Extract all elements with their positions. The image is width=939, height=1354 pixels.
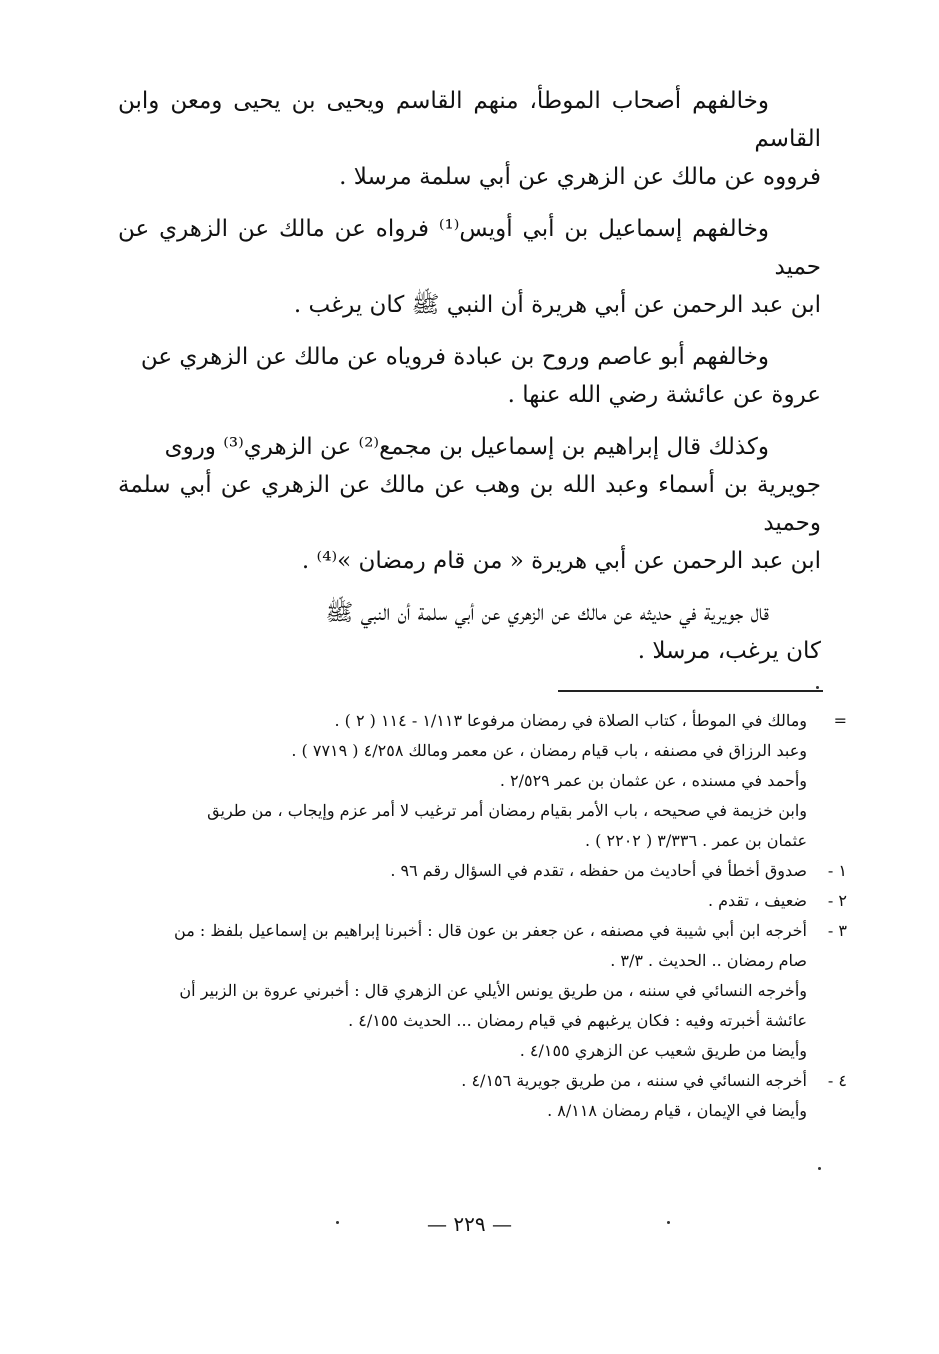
footnote-line: وأخرجه النسائي في سننه ، من طريق يونس الأيلي عن الزهري قال : أخبرني عروة بن الزبير أن [179,981,807,1000]
footnote [128,916,847,1066]
paragraph [118,210,821,324]
page-number: — ٢٢٩ — [427,1212,512,1236]
paragraph-line: وخالفهم إسماعيل بن أبي أويس⁽¹⁾ فرواه عن مالك عن الزهري عن حميد [118,216,821,280]
main-text [118,82,821,684]
paragraph [118,428,821,580]
paragraph [118,338,821,414]
paragraph-line: وخالفهم أبو عاصم وروح بن عبادة فروياه عن مالك عن الزهري عن [140,344,769,370]
footnote-line: وأيضا من طريق شعيب عن الزهري ٤/١٥٥ . [519,1041,807,1060]
footnote-line: صام رمضان .. الحديث . ٣/٣ . [610,951,807,970]
scan-speck [667,1221,670,1224]
paragraph-line: وخالفهم أصحاب الموطأ، منهم القاسم ويحيى بن يحيى ومعن وابن القاسم [118,88,821,152]
footnote [128,706,847,856]
footnote-line: أخرجه ابن أبي شيبة في مصنفه ، عن جعفر بن عون قال : أخبرنا إبراهيم بن إسماعيل بلفظ : من [174,921,807,940]
paragraph-line: عروة عن عائشة رضي الله عنها . [507,382,821,408]
footnote [128,886,847,916]
footnote-line: عثمان بن عمر . ٣/٣٣٦ ( ٢٢٠٢ ) . [585,831,807,850]
footnote-line: ضعيف ، تقدم . [707,891,807,910]
footnote-number: = [833,711,847,730]
footnote-number: ٣ - [827,921,847,940]
paragraph-line: كان يرغب، مرسلا . [637,638,821,664]
paragraph-line: فرووه عن مالك عن الزهري عن أبي سلمة مرسلا . [339,164,821,190]
footnote-line: وابن خزيمة في صحيحه ، باب الأمر بقيام رمضان أمر ترغيب لا أمر عزم وإيجاب ، من طريق [207,801,807,820]
footnote-number: ٤ - [827,1071,847,1090]
paragraph-line: قال جويرية في حديثه عن مالك عن الزهري عن أبي سلمة أن النبي ﷺ [325,600,769,626]
footnote-number: ١ - [827,861,847,880]
footnote [128,1066,847,1126]
footnote-line: وعبد الرزاق في مصنفه ، باب قيام رمضان ، عن معمر ومالك ٤/٢٥٨ ( ٧٧١٩ ) . [291,741,807,760]
paragraph-line: ابن عبد الرحمن عن أبي هريرة « من قام رمضان »⁽⁴⁾ . [301,548,821,574]
scan-speck [336,1221,339,1224]
footnote-line: وأيضا في الإيمان ، قيام رمضان ٨/١١٨ . [547,1101,807,1120]
footnote-line: وأحمد في مسنده ، عن عثمان بن عمر ٢/٥٢٩ . [499,771,807,790]
footnote-line: صدوق أخطأ في أحاديث من حفظه ، تقدم في السؤال رقم ٩٦ . [390,861,807,880]
footnote-number: ٢ - [827,891,847,910]
paragraph-line: ابن عبد الرحمن عن أبي هريرة أن النبي ﷺ كان يرغب . [293,292,821,318]
footnote-line: أخرجه النسائي في سننه ، من طريق جويرية ٤/١٥٦ . [461,1071,807,1090]
footnotes [128,706,847,1126]
scan-speck [818,1167,821,1170]
paragraph-line: وكذلك قال إبراهيم بن إسماعيل بن مجمع⁽²⁾ عن الزهري⁽³⁾ وروى [164,434,769,460]
paragraph [118,594,821,670]
scan-speck [816,686,819,689]
footnote [128,856,847,886]
paragraph-line: جويرية بن أسماء وعبد الله بن وهب عن مالك عن الزهري عن أبي سلمة وحميد [118,472,821,536]
footnote-separator [558,690,823,692]
paragraph [118,82,821,196]
footnote-line: ومالك في الموطأ ، كتاب الصلاة في رمضان مرفوعا ١/١١٣ - ١١٤ ( ٢ ) . [334,711,807,730]
footnote-line: عائشة أخبرته وفيه : فكان يرغبهم في قيام رمضان ... الحديث ٤/١٥٥ . [348,1011,807,1030]
